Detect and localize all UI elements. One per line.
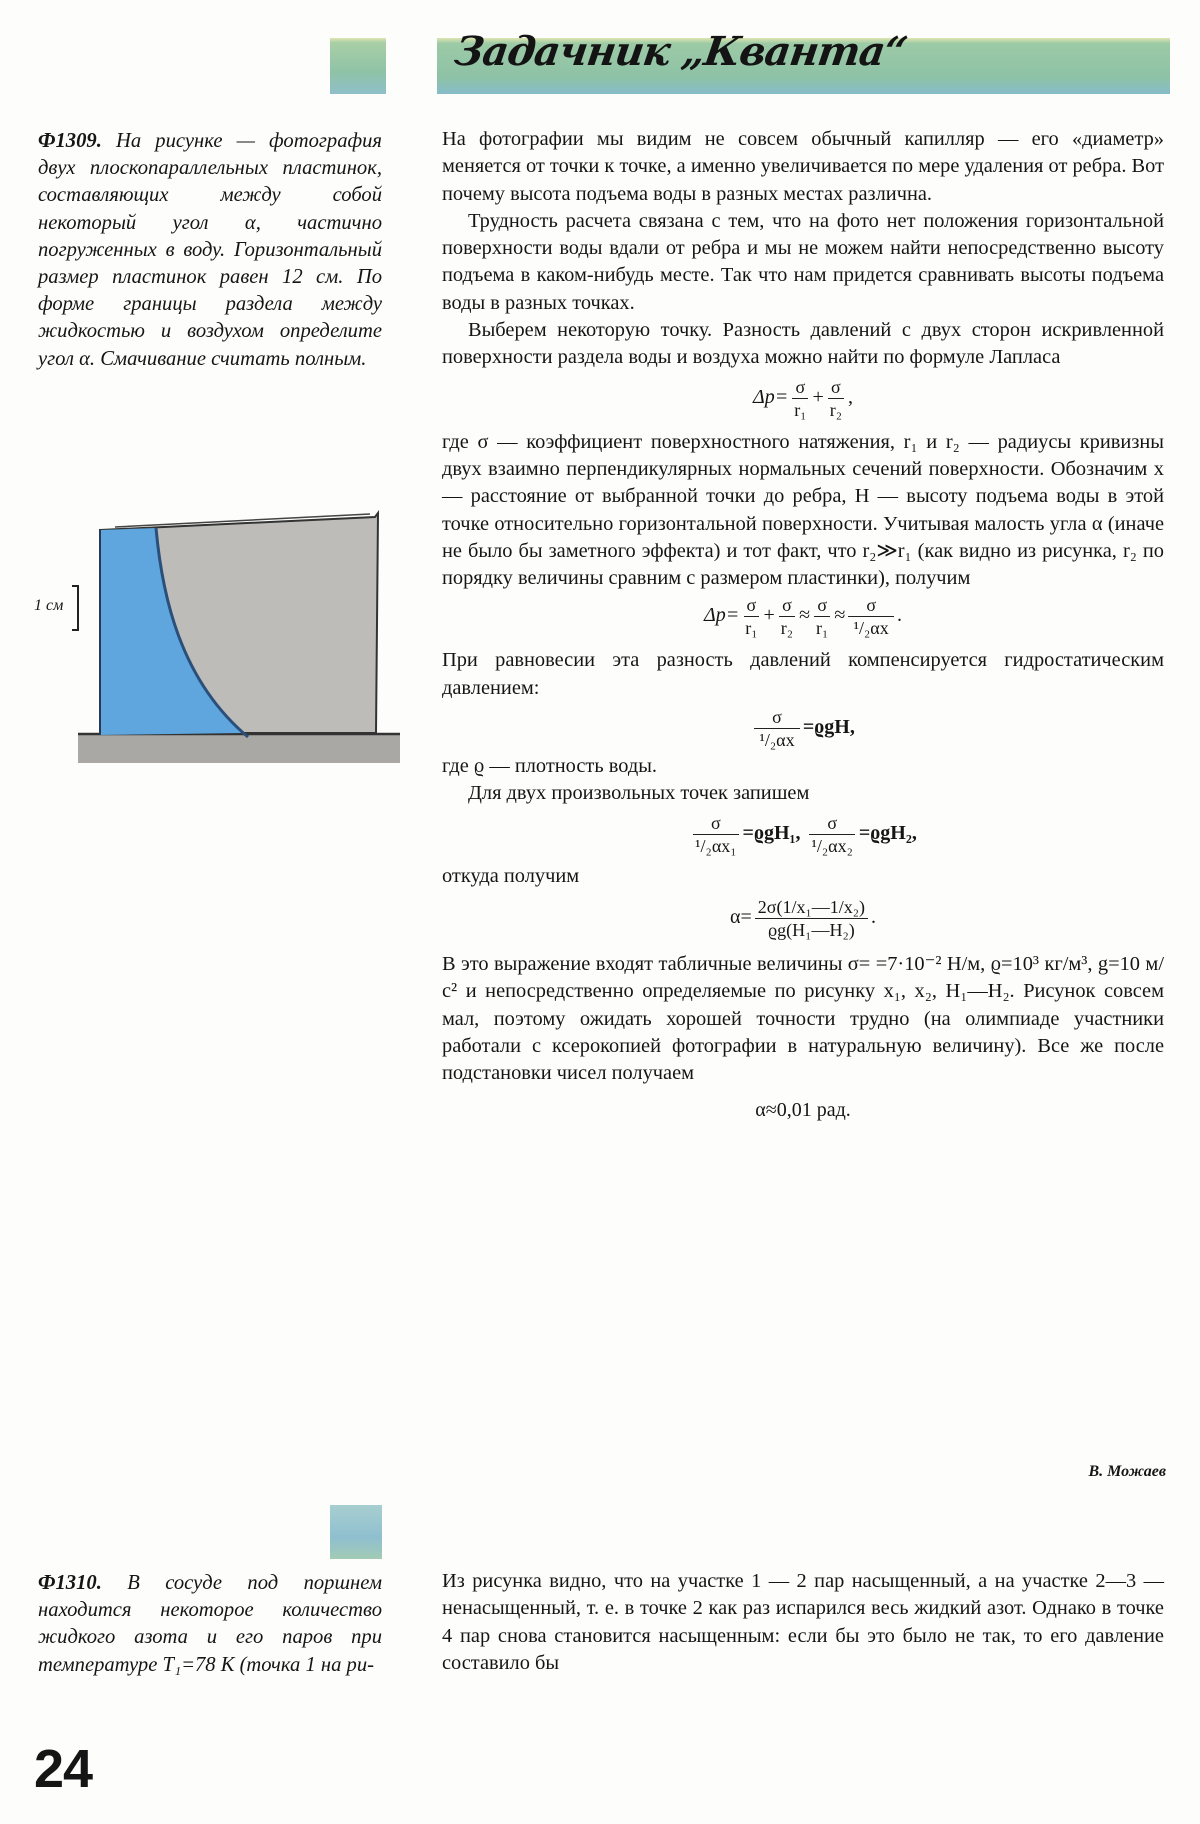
formula-laplace: Δp= $\frac{\sigma}{\text{r₁}}$ + $\frac{\sigma}{\text{r₂}}$ , bbox=[752, 376, 854, 420]
paragraph: Выберем некоторую точку. Разность давлений с двух сторон искривленной поверхности раздела воды и воздуха можно найти по формуле Лапласа bbox=[442, 319, 1164, 369]
paragraph: Для двух произвольных точек запишем bbox=[468, 782, 810, 805]
paragraph: откуда получим bbox=[442, 864, 580, 887]
formula-result: α≈0,01 рад. bbox=[755, 1099, 851, 1122]
section-title: Задачник „Кванта“ bbox=[451, 28, 910, 75]
problem-text: В сосуде под поршнем находится некоторое количество жидкого азота и его паров при температуре T₁=78 К (точка 1 на ри- bbox=[38, 1572, 382, 1676]
solution-1310 bbox=[442, 1568, 1164, 1677]
solution-1309 bbox=[442, 126, 1164, 1135]
paragraph: где ϱ — плотность воды. bbox=[442, 755, 657, 778]
ground bbox=[78, 733, 400, 763]
paragraph: При равновесии эта разность давлений компенсируется гидростатическим давлением: bbox=[442, 649, 1164, 699]
paragraph: Трудность расчета связана с тем, что на фото нет положения горизонтальной поверхности воды вдали от ребра и мы не можем найти непосредственно высоту подъема в каком-нибудь месте. Так что нам придется сравнивать высоты подъема воды в разных точках. bbox=[442, 209, 1164, 314]
plates-figure bbox=[70, 505, 410, 770]
header-accent-block bbox=[330, 38, 386, 94]
problem-1309 bbox=[38, 128, 382, 373]
scale-label: 1 см bbox=[34, 597, 64, 614]
section-accent-block bbox=[330, 1505, 382, 1559]
problem-label: Ф1309. bbox=[38, 130, 102, 152]
formula-alpha: α= $\frac{\text{2σ(1/x₁—1/x₂)}}{\text{ϱg(H₁—H₂)}}$ . bbox=[729, 896, 876, 940]
paragraph: В это выражение входят табличные величины σ= =7·10⁻² Н/м, ϱ=10³ кг/м³, g=10 м/с² и непосредственно определяемые по рисунку x₁, x₂, H₁—H₂. Рисунок совсем мал, поэтому ожидать хорошей точности трудно (на олимпиаде участники работали с ксерокопией фотографии в натуральную величину). Все же после подстановки чисел получаем bbox=[442, 952, 1164, 1085]
paragraph: Из рисунка видно, что на участке 1 — 2 пар насыщенный, а на участке 2—3 — ненасыщенный, т. е. в точке 2 как раз испарился весь жидкий азот. Однако в точке 4 пар снова становится насыщенным: если бы это было не так, то его давление составило бы bbox=[442, 1570, 1164, 1674]
author: В. Можаев bbox=[1088, 1463, 1166, 1480]
problem-text: На рисунке — фотография двух плоскопараллельных пластинок, составляющих между собой некоторый угол α, частично погруженных в воду. Горизонтальный размер пластинок равен 12 см. По форме границы раздела между жидкостью и воздухом определите угол α. Смачивание считать полным. bbox=[38, 130, 382, 370]
problem-label: Ф1310. bbox=[38, 1572, 102, 1594]
formula-equilibrium: $\frac{\sigma}{\text{¹/₂αx}}$ =ϱgH, bbox=[442, 706, 1164, 751]
formula-approximation: Δp= $\frac{\sigma}{\text{r₁}}$ + $\frac{\sigma}{\text{r₂}}$ ≈ $\frac{\sigma}{\text{r₁}}$ ≈ $\frac{\sigma}{\text{¹/₂αx}}$ . bbox=[703, 595, 903, 639]
paragraph: где σ — коэффициент поверхностного натяжения, r₁ и r₂ — радиусы кривизны двух взаимно перпендикулярных нормальных сечений поверхности. Обозначим x — расстояние от выбранной точки до ребра, H — высоту подъема воды в этой точке относительно горизонтальной поверхности. Учитывая малость угла α (иначе не было бы заметного эффекта) и тот факт, что r₂≫r₁ (как видно из рисунка, r₂ по порядку величины сравним с размером пластинки), получим bbox=[442, 430, 1164, 590]
problem-1310 bbox=[38, 1570, 382, 1679]
page-number: 24 bbox=[34, 1739, 93, 1799]
formula-two-points: $\frac{\sigma}{\text{¹/₂αx₁}}$ =ϱgH₁, $\frac{\sigma}{\text{¹/₂αx₂}}$ =ϱgH₂, bbox=[442, 812, 1164, 857]
paragraph: На фотографии мы видим не совсем обычный капилляр — его «диаметр» меняется от точки к точке, а именно увеличивается по мере удаления от ребра. Вот почему высота подъема воды в разных местах различна. bbox=[442, 128, 1164, 205]
